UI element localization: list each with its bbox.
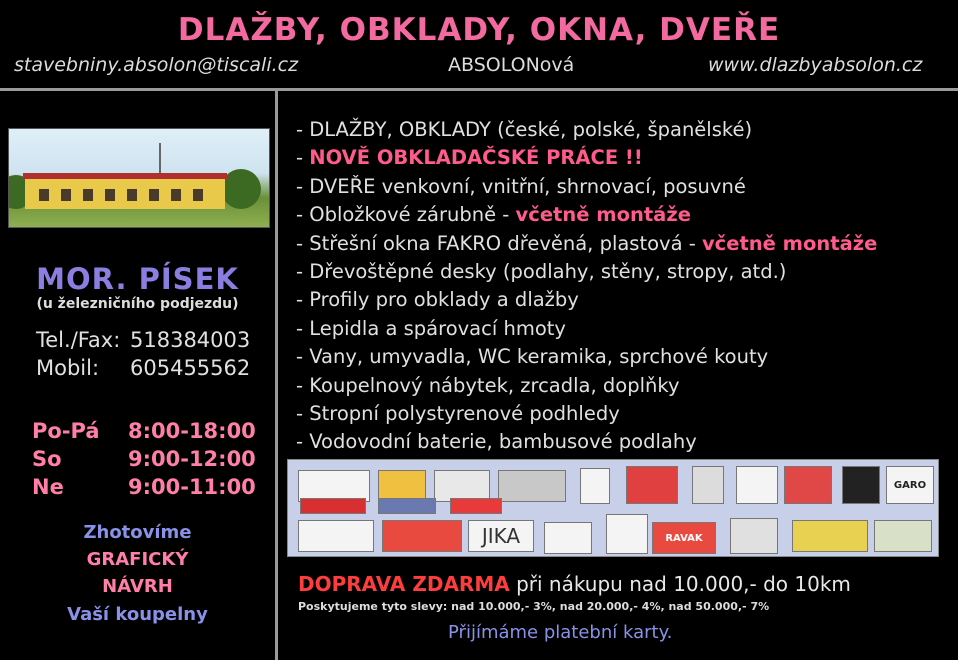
email-text: stavebniny.absolon@tiscali.cz: [14, 54, 299, 76]
tel-value: 518384003: [130, 328, 251, 352]
store-photo: [8, 128, 270, 228]
hours-day: Po-Pá: [32, 419, 100, 443]
brand-logos: [287, 459, 939, 557]
delivery-offer: DOPRAVA ZDARMA při nákupu nad 10.000,- do 10km: [298, 572, 851, 596]
hours-time: 8:00-18:00: [128, 419, 256, 443]
company-name: ABSOLONová: [448, 54, 575, 76]
brand-ravak: RAVAK: [665, 532, 703, 544]
column-divider: [275, 91, 278, 660]
brand-logo: [886, 466, 934, 504]
payment-cards-text: Přijímáme platební karty.: [448, 622, 673, 643]
brand-logo: [382, 520, 462, 552]
header-divider: [0, 88, 958, 91]
brand-logo: [626, 466, 678, 504]
brand-logo: [736, 466, 778, 504]
list-item: - Dřevoštěpné desky (podlahy, stěny, stropy, atd.): [296, 259, 787, 283]
brand-logo: [692, 466, 724, 504]
city-name: MOR. PÍSEK: [36, 262, 239, 296]
hours-time: 9:00-11:00: [128, 475, 256, 499]
list-item: - Vodovodní baterie, bambusové podlahy: [296, 430, 697, 454]
brand-logo: [784, 466, 832, 504]
list-item: - DLAŽBY, OBKLADY (české, polské, španělské): [296, 118, 753, 141]
list-item: - Vany, umyvadla, WC keramika, sprchové kouty: [296, 345, 769, 369]
offer-line: GRAFICKÝ: [86, 549, 189, 570]
brand-garo: GARO: [893, 479, 927, 491]
discounts-text: Poskytujeme tyto slevy: nad 10.000,- 3%, nad 20.000,- 4%, nad 50.000,- 7%: [298, 600, 770, 613]
website-text: www.dlazbyabsolon.cz: [708, 54, 923, 76]
page-title: DLAŽBY, OBKLADY, OKNA, DVEŘE: [177, 12, 781, 48]
list-item: - Stropní polystyrenové podhledy: [296, 401, 620, 425]
list-item: - Lepidla a spárovací hmoty: [296, 316, 566, 340]
brand-logo: [468, 520, 534, 552]
brand-logo: [730, 518, 778, 554]
offer-line: Zhotovíme: [83, 522, 192, 543]
brand-jika: JIKA: [481, 524, 521, 548]
brand-logo: [298, 520, 374, 552]
city-note: (u železničního podjezdu): [36, 296, 239, 312]
hours-day: Ne: [32, 475, 64, 499]
offer-line: NÁVRH: [102, 576, 173, 597]
mobile-value: 605455562: [130, 356, 251, 380]
services-list: [296, 116, 877, 457]
brand-logo: [498, 470, 566, 502]
brand-logo: [874, 520, 932, 552]
list-item: - NOVĚ OBKLADAČSKÉ PRÁCE !!: [296, 146, 643, 170]
hours-day: So: [32, 447, 62, 471]
brand-logo: [580, 468, 610, 504]
mobile-label: Mobil:: [36, 356, 100, 380]
brand-logo: [652, 522, 716, 554]
brand-logo: [792, 520, 868, 552]
brand-logo: [842, 466, 880, 504]
list-item: - Obložkové zárubně - včetně montáže: [296, 203, 691, 227]
tel-label: Tel./Fax:: [36, 328, 121, 352]
brand-logo: [606, 514, 648, 554]
list-item: - DVEŘE venkovní, vnitřní, shrnovací, posuvné: [296, 174, 746, 198]
list-item: - Střešní okna FAKRO dřevěná, plastová - včetně montáže: [296, 231, 878, 255]
brand-logo: [378, 498, 436, 514]
list-item: - Koupelnový nábytek, zrcadla, doplňky: [296, 373, 680, 397]
brand-logo: [544, 522, 592, 554]
list-item: - Profily pro obklady a dlažby: [296, 288, 579, 312]
offer-line: Vaší koupelny: [67, 604, 208, 625]
hours-time: 9:00-12:00: [128, 447, 256, 471]
brand-logo: [300, 498, 366, 514]
brand-logo: [450, 498, 502, 514]
